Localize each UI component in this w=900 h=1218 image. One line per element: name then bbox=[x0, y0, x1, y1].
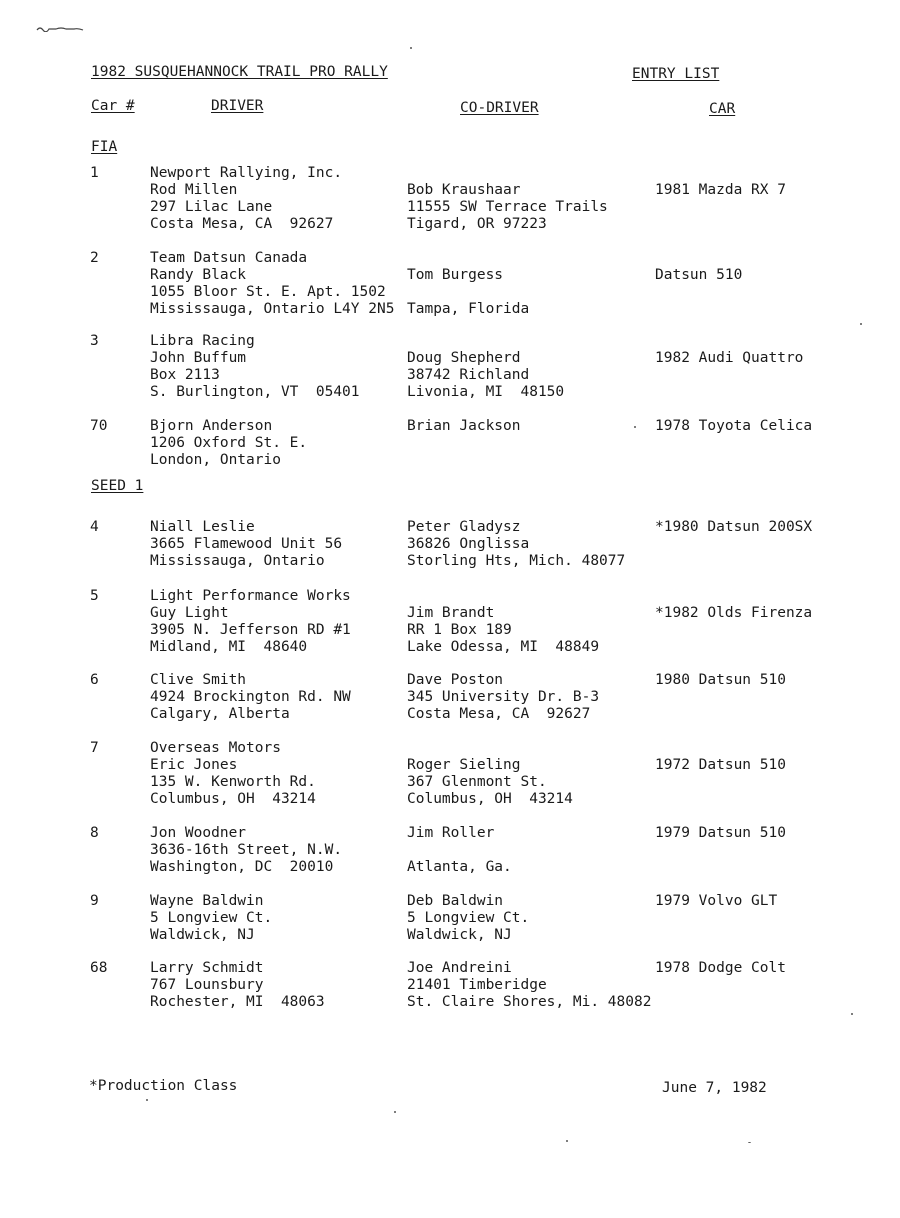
paper-speck bbox=[860, 323, 862, 325]
car-model bbox=[655, 588, 812, 622]
car-number: 4 bbox=[90, 519, 99, 535]
car-model-line: 1978 Dodge Colt bbox=[655, 960, 786, 976]
car-model-line bbox=[655, 333, 803, 350]
car-model bbox=[655, 960, 786, 977]
car-model bbox=[655, 672, 786, 689]
codriver-info-line: Atlanta, Ga. bbox=[407, 859, 512, 875]
codriver-info-line bbox=[407, 250, 529, 267]
codriver-info-line bbox=[407, 165, 608, 182]
codriver-info-line: 38742 Richland bbox=[407, 367, 530, 383]
driver-info bbox=[150, 165, 342, 233]
codriver-info-line: Waldwick, NJ bbox=[407, 927, 512, 943]
codriver-info-line: Doug Shepherd bbox=[407, 350, 521, 366]
codriver-info-line: 345 University Dr. B-3 bbox=[407, 689, 600, 705]
column-header-car-number: Car # bbox=[91, 98, 135, 114]
codriver-info-line: Tampa, Florida bbox=[407, 301, 530, 317]
driver-info-line: Eric Jones bbox=[150, 757, 238, 773]
car-model-line bbox=[655, 250, 742, 267]
codriver-info-line: Brian Jackson bbox=[407, 418, 521, 434]
driver-info bbox=[150, 250, 394, 318]
car-model bbox=[655, 250, 742, 284]
driver-info-line: 3636-16th Street, N.W. bbox=[150, 842, 343, 858]
driver-info bbox=[150, 519, 342, 570]
driver-info-line: London, Ontario bbox=[150, 452, 281, 468]
codriver-info-line: Costa Mesa, CA 92627 bbox=[407, 706, 591, 722]
driver-info-line: Jon Woodner bbox=[150, 825, 247, 841]
driver-info bbox=[150, 825, 342, 876]
driver-info bbox=[150, 588, 351, 656]
codriver-info bbox=[407, 740, 573, 808]
column-header-driver: DRIVER bbox=[211, 98, 264, 114]
codriver-info-line: 21401 Timberidge bbox=[407, 977, 547, 993]
driver-info-line: Light Performance Works bbox=[150, 588, 351, 604]
car-number: 70 bbox=[90, 418, 108, 434]
car-number: 3 bbox=[90, 333, 99, 349]
codriver-info bbox=[407, 672, 599, 723]
codriver-info bbox=[407, 333, 564, 401]
codriver-info-line: 5 Longview Ct. bbox=[407, 910, 530, 926]
car-number: 8 bbox=[90, 825, 99, 841]
codriver-info-line: Jim Roller bbox=[407, 825, 495, 841]
driver-info-line: Team Datsun Canada bbox=[150, 250, 308, 266]
handwritten-mark bbox=[36, 26, 86, 32]
car-number: 6 bbox=[90, 672, 99, 688]
footnote-production-class: *Production Class bbox=[89, 1078, 238, 1094]
car-number: 68 bbox=[90, 960, 108, 976]
driver-info-line: Libra Racing bbox=[150, 333, 255, 349]
driver-info-line: Newport Rallying, Inc. bbox=[150, 165, 343, 181]
document-title: 1982 SUSQUEHANNOCK TRAIL PRO RALLY bbox=[91, 64, 388, 80]
driver-info-line: Calgary, Alberta bbox=[150, 706, 290, 722]
codriver-info-line: Joe Andreini bbox=[407, 960, 512, 976]
paper-speck bbox=[146, 1099, 148, 1101]
driver-info-line: Box 2113 bbox=[150, 367, 220, 383]
car-model-line: 1981 Mazda RX 7 bbox=[655, 182, 786, 198]
codriver-info-line bbox=[407, 842, 512, 859]
car-model bbox=[655, 333, 803, 367]
car-model bbox=[655, 740, 786, 774]
driver-info-line: 3905 N. Jefferson RD #1 bbox=[150, 622, 351, 638]
car-model-line: *1982 Olds Firenza bbox=[655, 605, 813, 621]
car-number: 7 bbox=[90, 740, 99, 756]
driver-info-line: 5 Longview Ct. bbox=[150, 910, 273, 926]
driver-info-line: Rochester, MI 48063 bbox=[150, 994, 325, 1010]
car-model-line bbox=[655, 588, 812, 605]
codriver-info-line: Bob Kraushaar bbox=[407, 182, 521, 198]
car-model bbox=[655, 825, 786, 842]
codriver-info-line bbox=[407, 588, 599, 605]
codriver-info-line: Storling Hts, Mich. 48077 bbox=[407, 553, 626, 569]
codriver-info-line: Tom Burgess bbox=[407, 267, 504, 283]
driver-info-line: Bjorn Anderson bbox=[150, 418, 273, 434]
paper-speck bbox=[634, 426, 636, 428]
driver-info-line: Clive Smith bbox=[150, 672, 247, 688]
document-type: ENTRY LIST bbox=[632, 66, 720, 82]
driver-info-line: S. Burlington, VT 05401 bbox=[150, 384, 360, 400]
car-model-line bbox=[655, 165, 786, 182]
driver-info-line: Washington, DC 20010 bbox=[150, 859, 334, 875]
codriver-info-line: 11555 SW Terrace Trails bbox=[407, 199, 608, 215]
codriver-info-line: St. Claire Shores, Mi. 48082 bbox=[407, 994, 652, 1010]
driver-info-line: 297 Lilac Lane bbox=[150, 199, 273, 215]
driver-info-line: Columbus, OH 43214 bbox=[150, 791, 316, 807]
codriver-info bbox=[407, 588, 599, 656]
driver-info-line: Rod Millen bbox=[150, 182, 238, 198]
codriver-info-line: Jim Brandt bbox=[407, 605, 495, 621]
section-label-fia: FIA bbox=[91, 139, 118, 155]
codriver-info bbox=[407, 825, 512, 876]
column-header-car: CAR bbox=[709, 101, 736, 117]
codriver-info-line: Dave Poston bbox=[407, 672, 504, 688]
driver-info-line: 767 Lounsbury bbox=[150, 977, 264, 993]
codriver-info bbox=[407, 418, 521, 435]
codriver-info bbox=[407, 893, 529, 944]
codriver-info-line: Roger Sieling bbox=[407, 757, 521, 773]
car-model bbox=[655, 418, 812, 435]
paper-speck bbox=[851, 1013, 853, 1015]
car-number: 9 bbox=[90, 893, 99, 909]
column-header-codriver: CO-DRIVER bbox=[460, 100, 539, 116]
codriver-info-line: Columbus, OH 43214 bbox=[407, 791, 573, 807]
car-model bbox=[655, 165, 786, 199]
paper-speck bbox=[410, 47, 412, 49]
driver-info bbox=[150, 418, 307, 469]
codriver-info-line: Peter Gladysz bbox=[407, 519, 521, 535]
driver-info-line: 1055 Bloor St. E. Apt. 1502 bbox=[150, 284, 386, 300]
driver-info-line: Overseas Motors bbox=[150, 740, 281, 756]
codriver-info-line: RR 1 Box 189 bbox=[407, 622, 512, 638]
driver-info-line: Waldwick, NJ bbox=[150, 927, 255, 943]
codriver-info-line bbox=[407, 333, 564, 350]
driver-info-line: John Buffum bbox=[150, 350, 247, 366]
driver-info-line: 4924 Brockington Rd. NW bbox=[150, 689, 351, 705]
driver-info bbox=[150, 333, 360, 401]
car-model-line: *1980 Datsun 200SX bbox=[655, 519, 813, 535]
driver-info-line: 135 W. Kenworth Rd. bbox=[150, 774, 316, 790]
car-number: 1 bbox=[90, 165, 99, 181]
driver-info-line: 1206 Oxford St. E. bbox=[150, 435, 308, 451]
car-model-line: 1979 Datsun 510 bbox=[655, 825, 786, 841]
codriver-info-line: 36826 Onglissa bbox=[407, 536, 530, 552]
car-model-line: Datsun 510 bbox=[655, 267, 743, 283]
codriver-info bbox=[407, 165, 608, 233]
codriver-info bbox=[407, 960, 651, 1011]
car-model-line: 1982 Audi Quattro bbox=[655, 350, 804, 366]
driver-info-line: Costa Mesa, CA 92627 bbox=[150, 216, 334, 232]
driver-info-line: Midland, MI 48640 bbox=[150, 639, 308, 655]
driver-info-line: 3665 Flamewood Unit 56 bbox=[150, 536, 343, 552]
car-model bbox=[655, 519, 812, 536]
codriver-info-line: Lake Odessa, MI 48849 bbox=[407, 639, 600, 655]
car-model-line: 1978 Toyota Celica bbox=[655, 418, 813, 434]
codriver-info-line: Tigard, OR 97223 bbox=[407, 216, 547, 232]
codriver-info-line: 367 Glenmont St. bbox=[407, 774, 547, 790]
codriver-info-line: Livonia, MI 48150 bbox=[407, 384, 565, 400]
codriver-info-line bbox=[407, 740, 573, 757]
car-model-line: 1979 Volvo GLT bbox=[655, 893, 778, 909]
driver-info-line: Mississauga, Ontario L4Y 2N5 bbox=[150, 301, 395, 317]
codriver-info bbox=[407, 250, 529, 318]
car-model-line: 1980 Datsun 510 bbox=[655, 672, 786, 688]
paper-speck bbox=[566, 1140, 568, 1142]
codriver-info-line bbox=[407, 284, 529, 301]
driver-info-line: Larry Schmidt bbox=[150, 960, 264, 976]
driver-info bbox=[150, 672, 351, 723]
codriver-info-line: Deb Baldwin bbox=[407, 893, 504, 909]
driver-info bbox=[150, 960, 325, 1011]
paper-speck bbox=[748, 1142, 751, 1143]
driver-info-line: Niall Leslie bbox=[150, 519, 255, 535]
car-number: 2 bbox=[90, 250, 99, 266]
paper-speck bbox=[394, 1111, 396, 1113]
document-date: June 7, 1982 bbox=[662, 1080, 767, 1096]
driver-info-line: Guy Light bbox=[150, 605, 229, 621]
car-model-line bbox=[655, 740, 786, 757]
driver-info bbox=[150, 740, 316, 808]
section-label-seed-1: SEED 1 bbox=[91, 478, 144, 494]
car-model bbox=[655, 893, 777, 910]
driver-info-line: Mississauga, Ontario bbox=[150, 553, 325, 569]
driver-info-line: Wayne Baldwin bbox=[150, 893, 264, 909]
car-model-line: 1972 Datsun 510 bbox=[655, 757, 786, 773]
codriver-info bbox=[407, 519, 625, 570]
car-number: 5 bbox=[90, 588, 99, 604]
driver-info bbox=[150, 893, 272, 944]
driver-info-line: Randy Black bbox=[150, 267, 247, 283]
